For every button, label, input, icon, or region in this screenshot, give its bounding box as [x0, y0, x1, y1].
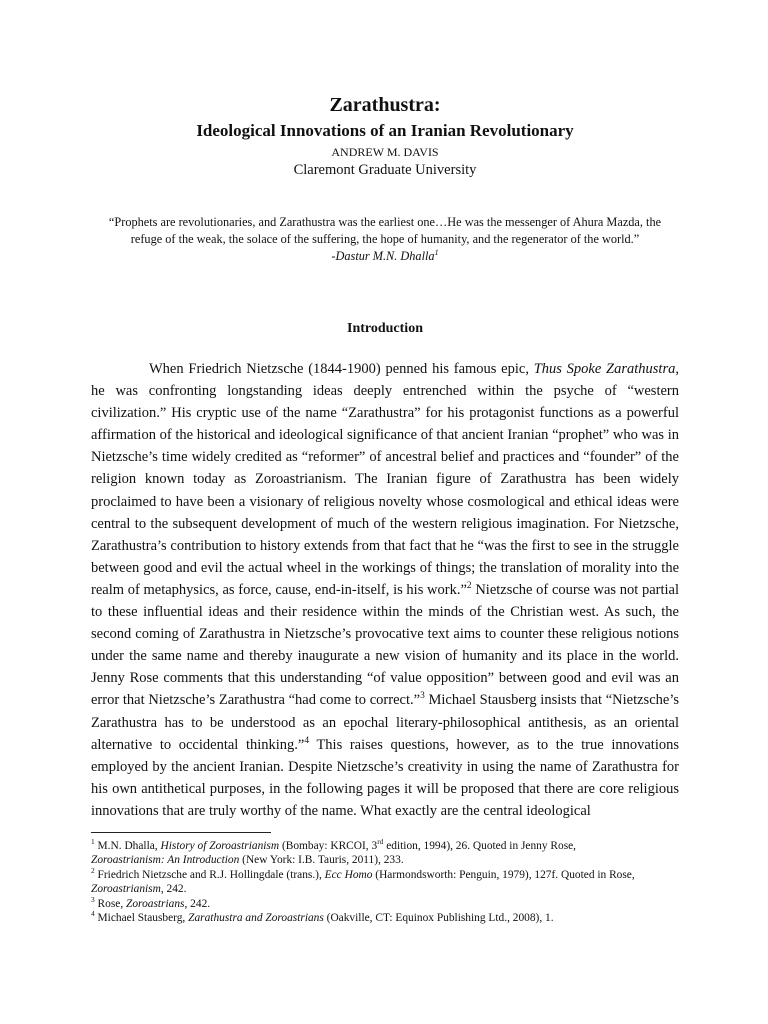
body-text-1: When Friedrich Nietzsche (1844-1900) penned his famous epic,	[149, 361, 534, 377]
epigraph-line-1: “Prophets are revolutionaries, and Zarathustra was the earliest one…He was the messenger of Ahura Mazda, the	[108, 215, 662, 229]
footnote-4-number: 4	[91, 909, 95, 919]
epigraph-attribution-text: -Dastur M.N. Dhalla	[331, 249, 435, 263]
epigraph-line-2: refuge of the weak, the solace of the suffering, the hope of humanity, and the regenerator of the world.”	[130, 232, 640, 246]
body-text-4: Michael Stausberg insists that “Nietzsche’s Zarathustra has to be understood as an epochal literary-philosophical antithesis, as an oriental alternative to occidental thinking.”	[91, 692, 679, 753]
footnote-3-number: 3	[91, 894, 95, 904]
author-affiliation: Claremont Graduate University	[293, 162, 477, 178]
footnote-ref-4: 4	[304, 735, 310, 746]
section-heading: Introduction	[347, 321, 423, 336]
footnote-3	[91, 894, 679, 911]
footnote-2-text-a: Friedrich Nietzsche and R.J. Hollingdale (trans.),	[94, 868, 325, 881]
footnote-2-title: Ecc Homo	[324, 868, 373, 881]
footnote-3-title: Zoroastrians	[126, 897, 185, 910]
footnote-4	[91, 911, 679, 925]
footnote-2-text-b: (Harmondsworth: Penguin, 1979), 127f. Quoted in Rose,	[372, 868, 635, 881]
footnote-ref-2: 2	[466, 581, 472, 592]
epigraph	[91, 214, 679, 265]
body-paragraph	[91, 358, 679, 822]
footnote-1-number: 1	[91, 837, 95, 847]
footnote-4-title: Zarathustra and Zoroastrians	[188, 912, 324, 925]
footnote-1-text-d: (New York: I.B. Tauris, 2011), 233.	[239, 854, 404, 867]
footnote-2-text-c: , 242.	[160, 883, 187, 896]
footnote-ref-3: 3	[420, 691, 425, 702]
author-name: ANDREW M. DAVIS	[331, 145, 439, 159]
paper-title: Zarathustra:	[329, 94, 441, 116]
body-text-3: Nietzsche of course was not partial to these influential ideas and their residence within the minds of the Christian west. As such, the second coming of Zarathustra in Nietzsche’s provocative text aims to counter these religious notions under the same name and thereby inaugurate a new vision of humanity and its place in the world. Jenny Rose comments that this understanding “of value opposition” between good and evil was an error that Nietzsche’s Zarathustra “had come to correct.”	[91, 581, 680, 709]
body-text-5: This raises questions, however, as to the true innovations employed by the ancient Iranian. Despite Nietzsche’s creativity in using the name of Zarathustra for his own antithetical purposes, in the following pages it will be proposed that there are core religious innovations that are truly worthy of the name. What exactly are the central ideological	[91, 736, 679, 819]
footnote-3-text-b: , 242.	[184, 897, 211, 910]
footnote-4-text-a: Michael Stausberg,	[94, 912, 189, 925]
footnote-1-text-b: (Bombay: KRCOI, 3	[279, 840, 378, 852]
paper-subtitle: Ideological Innovations of an Iranian Revolutionary	[196, 121, 574, 140]
footnote-1-ordinal: rd	[377, 837, 384, 847]
footnote-4-text-b: (Oakville, CT: Equinox Publishing Ltd., 2008), 1.	[323, 912, 554, 925]
footnote-2-number: 2	[91, 866, 95, 876]
footnote-ref-1: 1	[434, 247, 439, 257]
footnote-1	[91, 839, 679, 868]
footnote-2-title-2: Zoroastrianism	[91, 883, 161, 896]
footnote-3-text-a: Rose,	[94, 897, 127, 910]
footnote-1-title-2: Zoroastrianism: An Introduction	[91, 854, 240, 867]
footnote-2	[91, 868, 679, 897]
footnote-1-text-a: M.N. Dhalla,	[94, 840, 161, 852]
body-text-2: , he was confronting longstanding ideas deeply entrenched within the psyche of “western civilization.” His cryptic use of the name “Zarathustra” for his protagonist functions as a powerful affirmation of the historical and ideological significance of that ancient Iranian “prophet” who was in Nietzsche’s time widely credited as “reformer” of ancestral belief and practices and “founder” of the religion known today as Zoroastrianism. The Iranian figure of Zarathustra has been widely proclaimed to have been a visionary of religious novelty whose cosmological and ethical ideas were central to the subsequent development of much of the western religious imagination. For Nietzsche, Zarathustra’s contribution to history extends from that fact that he “was the first to see in the struggle between good and evil the actual wheel in the workings of things; the translation of morality into the realm of metaphysics, as force, cause, end-in-itself, is his work.”	[91, 361, 679, 598]
footnote-1-text-c: edition, 1994), 26. Quoted in Jenny Rose,	[383, 840, 577, 852]
footnote-1-title: History of Zoroastrianism	[160, 840, 280, 852]
footnotes	[91, 839, 679, 925]
body-italic-title: Thus Spoke Zarathustra	[533, 361, 676, 377]
footnote-divider	[91, 832, 271, 833]
epigraph-attribution	[91, 248, 679, 265]
